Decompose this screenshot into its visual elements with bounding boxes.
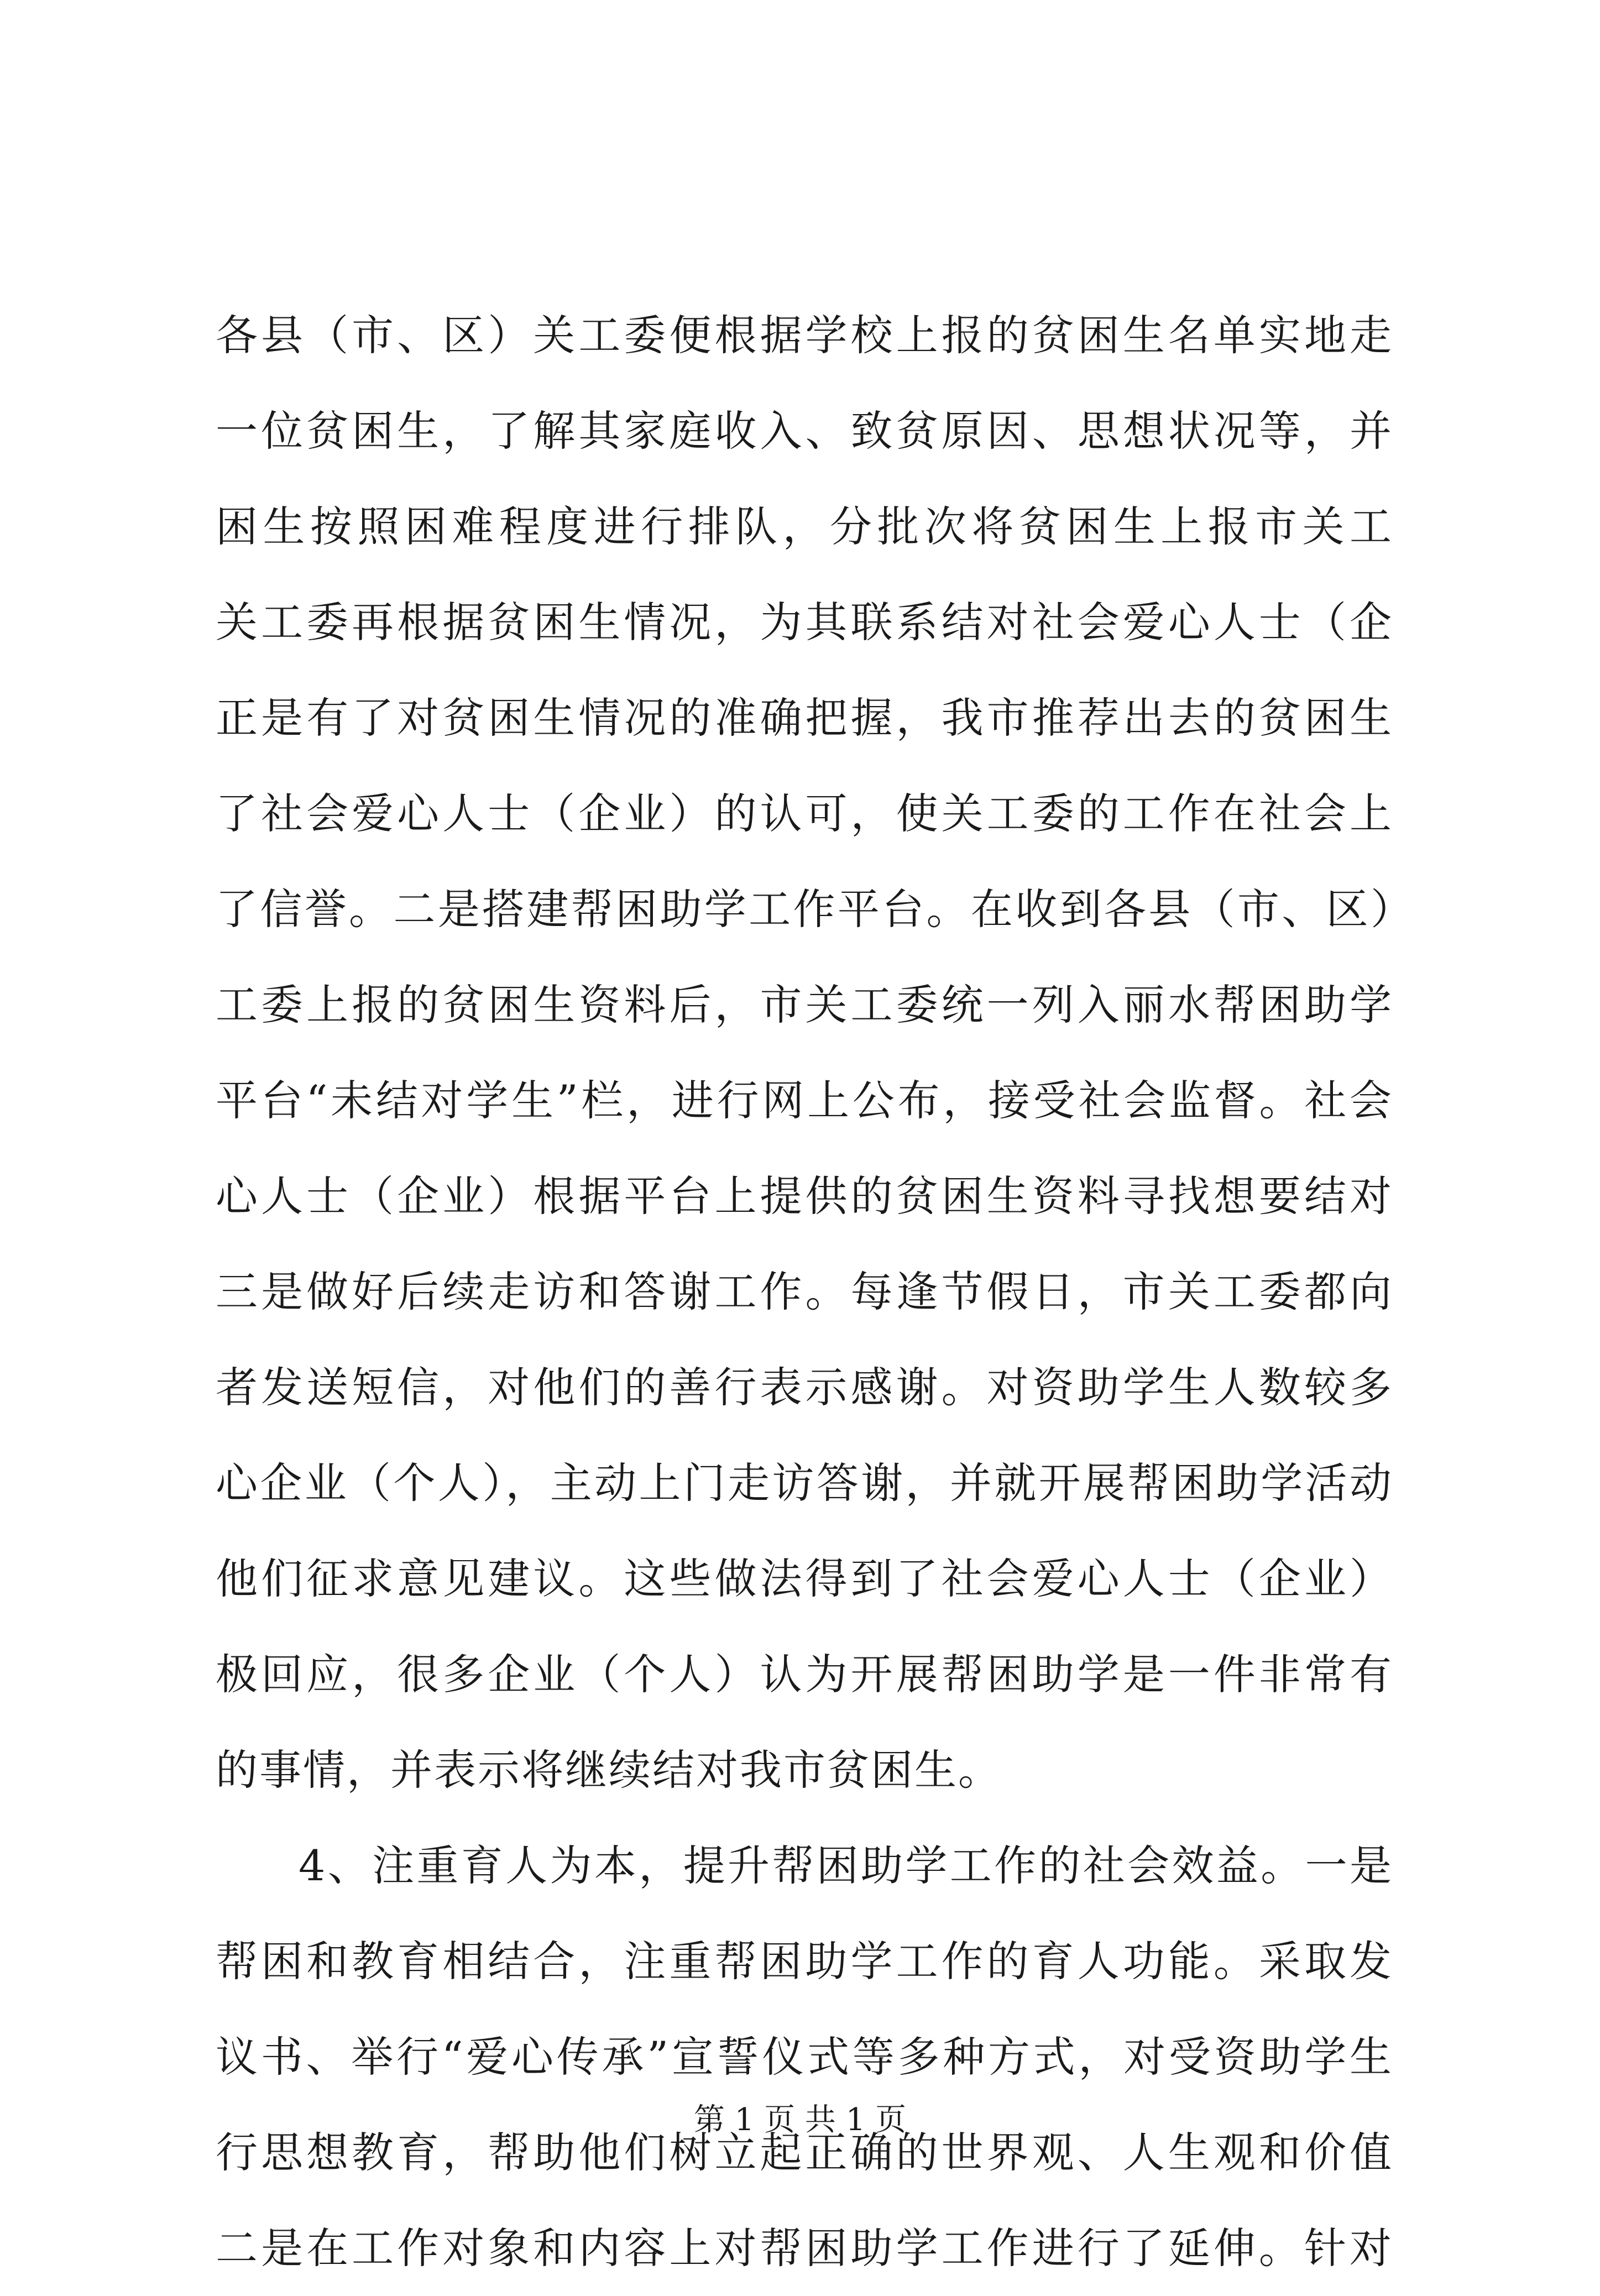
text-line: 各县（市、区）关工委便根据学校上报的贫困生名单实地走 [216, 311, 1393, 360]
page-footer: 第 1 页 共 1 页 [693, 2102, 907, 2138]
text-line: 关工委再根据贫困生情况，为其联系结对社会爱心人士（企 [216, 598, 1393, 647]
text-line: 行思想教育，帮助他们树立起正确的世界观、人生观和价值 [216, 2128, 1393, 2177]
text-line: 平台“未结对学生”栏，进行网上公布，接受社会监督。社会 [216, 1076, 1393, 1125]
text-line: 心人士（企业）根据平台上提供的贫困生资料寻找想要结对 [216, 1171, 1393, 1221]
text-line: 三是做好后续走访和答谢工作。每逢节假日，市关工委都向 [216, 1267, 1393, 1316]
text-line: 的事情，并表示将继续结对我市贫困生。 [216, 1745, 1002, 1795]
text-line: 正是有了对贫困生情况的准确把握，我市推荐出去的贫困生 [216, 693, 1393, 742]
text-line: 二是在工作对象和内容上对帮困助学工作进行了延伸。针对 [216, 2224, 1393, 2273]
text-line: 极回应，很多企业（个人）认为开展帮困助学是一件非常有 [216, 1650, 1393, 1699]
text-line: 者发送短信，对他们的善行表示感谢。对资助学生人数较多 [216, 1363, 1393, 1412]
text-line: 4、注重育人为本，提升帮困助学工作的社会效益。一是 [299, 1841, 1393, 1890]
text-line: 工委上报的贫困生资料后，市关工委统一列入丽水帮困助学 [216, 980, 1393, 1029]
document-body [216, 287, 1393, 2296]
text-line: 帮困和教育相结合，注重帮困助学工作的育人功能。采取发 [216, 1937, 1393, 1986]
text-line: 了信誉。二是搭建帮困助学工作平台。在收到各县（市、区） [216, 885, 1393, 934]
text-line: 了社会爱心人士（企业）的认可，使关工委的工作在社会上 [216, 789, 1393, 838]
text-line: 他们征求意见建议。这些做法得到了社会爱心人士（企业） [216, 1554, 1393, 1603]
text-line: 困生按照困难程度进行排队，分批次将贫困生上报市关工 [216, 502, 1393, 551]
text-line: 一位贫困生，了解其家庭收入、致贫原因、思想状况等，并 [216, 406, 1393, 456]
text-line: 心企业（个人），主动上门走访答谢，并就开展帮困助学活动 [216, 1458, 1393, 1508]
text-line: 议书、举行“爱心传承”宣誓仪式等多种方式，对受资助学生 [216, 2032, 1393, 2081]
